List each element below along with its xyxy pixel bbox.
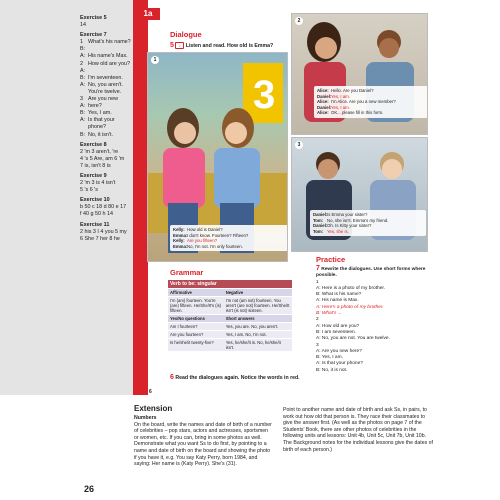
- ex8-line: 4 's 5 Are, am 6 'm: [80, 155, 125, 162]
- practice-line: A: His name is Max.: [316, 298, 359, 304]
- ex5-line: 14: [80, 22, 86, 29]
- ex7-instruction: [316, 266, 426, 280]
- dialogue-1-bubble: [170, 225, 288, 251]
- photo-3: [291, 137, 428, 252]
- ex11-line: 2 his 3 I 4 you 5 my: [80, 228, 127, 235]
- ex7-number: 7: [316, 265, 320, 272]
- dialogue-line: Daniel:Yes, I am.: [317, 104, 350, 110]
- ex10-line: f 40 g 50 h 14: [80, 211, 113, 218]
- dialogue-line: Daniel:Yes, I am.: [317, 93, 350, 99]
- dialogue-line: Daniel:Oh. Is Kitty your sister?: [313, 223, 372, 229]
- dialogue-line: Alice: Hello. Are you Daniel?: [317, 88, 374, 93]
- dialogue-line: Emma:No, I'm not. I'm only fourteen.: [173, 243, 243, 249]
- ex6-instruction: [170, 374, 310, 381]
- grammar-short-answer: Yes, I am. No, I'm not.: [224, 331, 292, 339]
- practice-title: Practice: [316, 255, 346, 264]
- answer-key: [80, 12, 132, 243]
- ex5-instruction-text: Listen and read. How old is Emma?: [185, 43, 274, 49]
- dialogue-3-bubble: [310, 210, 426, 236]
- red-page-stripe: [133, 0, 148, 395]
- grammar-question: Are you fourteen?: [168, 331, 224, 339]
- grammar-question: Is he/she/it twenty-five?: [168, 339, 224, 352]
- practice-line: B: Yes, I am.: [316, 355, 343, 361]
- grammar-col-negative: Negative: [224, 289, 292, 297]
- ex9-line: 5 's 6 's: [80, 187, 98, 194]
- dialogue-line: Alice: OK... please fill in this form.: [317, 110, 384, 116]
- student-page-number: 6: [149, 389, 152, 395]
- ex7-title: Exercise 7: [80, 32, 107, 39]
- dialogue-line: Kelly: Are you fifteen?: [173, 238, 218, 244]
- ex7-row: A: His name's Max.: [80, 53, 128, 60]
- practice-line: A: Is that your phone?: [316, 361, 363, 367]
- grammar-col-short-answers: Short answers: [224, 315, 292, 323]
- extension-title: Extension: [134, 404, 173, 413]
- ex7-list: [80, 39, 132, 138]
- practice-line: A: Here is a photo of my brother.: [316, 285, 386, 291]
- ex6-number: 6: [170, 374, 174, 381]
- dialogue-line: Tom: No, she isn't. Emma's my friend.: [313, 217, 389, 223]
- dialogue-line: Daniel:Is Emma your sister?: [313, 212, 368, 217]
- dialogue-line: Tom: Yes, she is.: [313, 228, 349, 234]
- practice-line: B: I am seventeen.: [316, 329, 356, 335]
- practice-example-line: A: Here's a photo of my brother.: [316, 304, 384, 310]
- ex7-row: A: No, you aren't. You're twelve.: [80, 81, 123, 95]
- photo-2-badge: 2: [295, 17, 303, 25]
- ex9-line: 2 'm 3 is 4 isn't: [80, 180, 116, 187]
- grammar-header: Verb to be: singular: [168, 280, 292, 289]
- ex5-title: Exercise 5: [80, 15, 107, 21]
- svg-text:3: 3: [253, 73, 276, 117]
- practice-line: A: No, you are not. You are twelve.: [316, 336, 390, 342]
- grammar-affirmative: I'm (am) fourteen. You're (are) fifteen. He/She/It's (is) fifteen.: [168, 297, 224, 315]
- ex7-row: B: I'm seventeen.: [80, 74, 123, 81]
- extension-text-2: Point to another name and date of birth and ask Ss, in pairs, to work out how old that person is. They race their classmates to give the answer first. (As well as the photos on page 7 of the Students' Book, there are other photos of celebrities in the following units and lessons: Unit 4b, Unit 5c, Unit 7b, Unit 10b. The Background notes for the individual lessons give the dates of birth of each person.): [283, 407, 433, 453]
- ex7-row: 2 A: How old are you?: [80, 60, 130, 74]
- bottom-left-area: [0, 395, 133, 500]
- extension-subtitle: Numbers: [134, 415, 157, 421]
- grammar-col-questions: Yes/No questions: [168, 315, 224, 323]
- ex8-line: 7 is, isn't 8 is: [80, 162, 111, 169]
- dialogue-line: Alice: I'm Alice. Are you a new member?: [317, 99, 396, 105]
- ex7-row: 3 A: Are you new here?: [80, 96, 118, 110]
- ex11-line: 6 She 7 her 8 he: [80, 235, 120, 242]
- grammar-title: Grammar: [170, 268, 204, 277]
- practice-box: [316, 266, 426, 374]
- ex7-row: A: Is that your phone?: [80, 117, 115, 131]
- practice-line: B: No, it is not.: [316, 367, 348, 373]
- grammar-negative: I'm not (am not) fourteen. You aren't (are not) fourteen. He/She/It isn't (is not) sixteen.: [224, 297, 292, 315]
- photo-2: [291, 13, 428, 135]
- ex5-instruction: [170, 42, 273, 49]
- ex7-instruction-text: Rewrite the dialogues. Use short forms where possible.: [316, 267, 426, 279]
- lesson-tab: 1a: [136, 8, 160, 20]
- dialogue-line: Emma:I don't know. Fourteen? Fifteen?: [173, 232, 249, 238]
- practice-line: B: What is his name?: [316, 292, 362, 298]
- practice-line: 2: [316, 317, 319, 323]
- ex8-line: 2 'm 3 aren't, 're: [80, 148, 119, 155]
- grammar-box: [168, 280, 292, 352]
- grammar-short-answer: Yes, he/she/it is. No, he/she/it isn't.: [224, 339, 292, 352]
- photo-3-badge: 3: [295, 141, 303, 149]
- dialogue-line: Kelly: How old is Daniel?: [173, 227, 223, 232]
- photo-1-badge: 1: [151, 56, 159, 64]
- ex10-title: Exercise 10: [80, 197, 110, 204]
- grammar-question: Am I fourteen?: [168, 323, 224, 331]
- practice-line: 3: [316, 342, 319, 348]
- practice-line: 1: [316, 279, 319, 285]
- ex6-text: Read the dialogues again. Notice the words in red.: [175, 375, 300, 381]
- practice-example-line: B: What's ...: [316, 311, 342, 317]
- ex7-row: 1 B: What's his name?: [80, 39, 131, 53]
- ex7-row: B: Yes, I am.: [80, 110, 112, 117]
- extension-col-1: [134, 415, 274, 468]
- practice-line: A: How old are you?: [316, 323, 360, 329]
- extension-text-1: On the board, write the names and date of birth of a number of celebrities – pop stars, actors and actresses, sportsmen or women, etc. If you can, bring in some photos as well. Demonstrate what you want Ss to do first, by pointing to a name and date of birth on the board and showing the photo if you have it, e.g. You say Katy Perry, born 1984, and saying: Her name is (Katy Perry). She's (31).: [134, 421, 272, 468]
- ex7-row: B: No, it isn't.: [80, 131, 113, 138]
- grammar-col-affirmative: Affirmative: [168, 289, 224, 297]
- photo-1: [147, 52, 288, 262]
- ex11-title: Exercise 11: [80, 221, 110, 228]
- grammar-table: [168, 280, 292, 352]
- extension-col-2: [283, 407, 433, 453]
- ex8-title: Exercise 8: [80, 141, 107, 148]
- ex9-title: Exercise 9: [80, 172, 107, 179]
- audio-icon[interactable]: ♪: [175, 42, 184, 49]
- dialogue-2-bubble: [314, 86, 428, 118]
- ex10-line: b 50 c 18 d 80 e 17: [80, 204, 127, 211]
- practice-line: A: Are you new here?: [316, 348, 362, 354]
- ex5-number: 5: [170, 42, 174, 49]
- grammar-short-answer: Yes, you are. No, you aren't.: [224, 323, 292, 331]
- page-number: 26: [84, 484, 95, 494]
- dialogue-title: Dialogue: [170, 30, 202, 39]
